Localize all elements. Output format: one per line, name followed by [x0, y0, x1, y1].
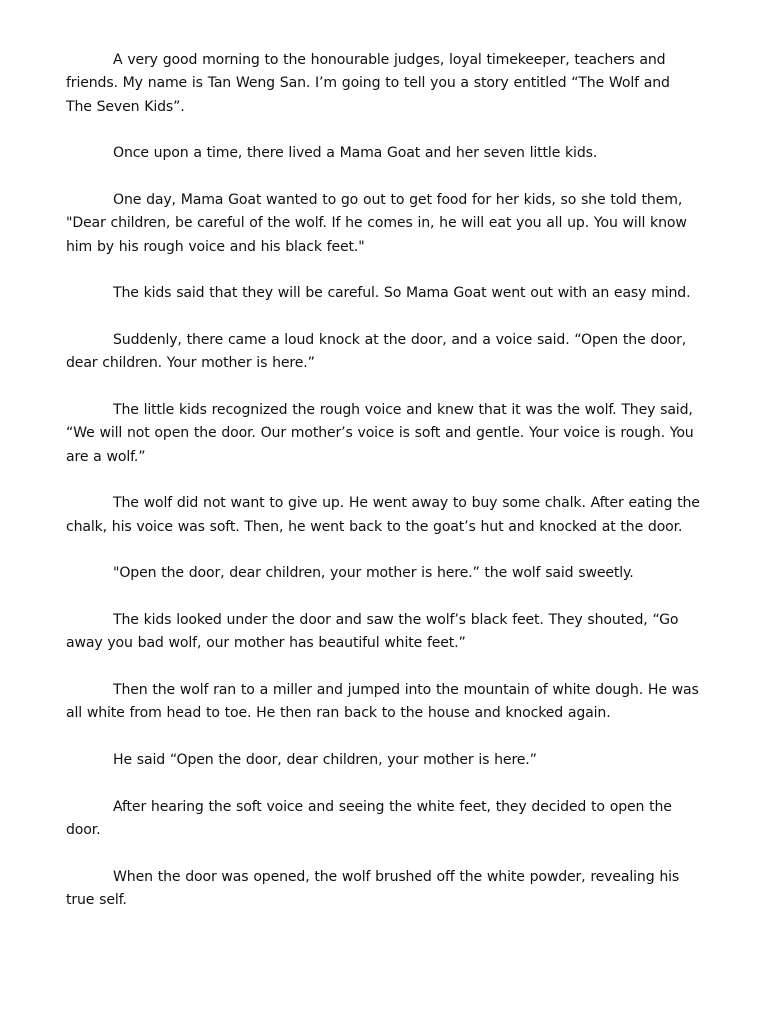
paragraph-kids-promise: The kids said that they will be careful. So Mama Goat went out with an easy mind.	[113, 285, 691, 302]
paragraph-sweet-voice: "Open the door, dear children, your mother is here.” the wolf said sweetly.	[113, 565, 634, 582]
document-page	[66, 49, 700, 912]
paragraph-chalk: The wolf did not want to give up. He went away to buy some chalk. After eating the chalk, his voice was soft. Then, he went back to the goat’s hut and knocked at the door.	[66, 495, 700, 535]
paragraph-loud-knock: Suddenly, there came a loud knock at the door, and a voice said. “Open the door, dear children. Your mother is here.”	[66, 331, 687, 372]
paragraph-once-upon-a-time: Once upon a time, there lived a Mama Goat and her seven little kids.	[113, 145, 598, 162]
paragraph-mama-goat-warning: One day, Mama Goat wanted to go out to get food for her kids, so she told them, "Dear children, be careful of the wolf. If he comes in, he will eat you all up. You will know him by his rough voice and his black feet."	[66, 191, 687, 255]
paragraph-rough-voice: The little kids recognized the rough voice and knew that it was the wolf. They said, “We will not open the door. Our mother’s voice is soft and gentle. Your voice is rough. You are a wolf.”	[66, 401, 694, 465]
paragraph-true-self: When the door was opened, the wolf brushed off the white powder, revealing his true self.	[66, 868, 680, 908]
paragraph-black-feet: The kids looked under the door and saw the wolf’s black feet. They shouted, “Go away you bad wolf, our mother has beautiful white feet.”	[66, 611, 679, 652]
paragraph-door-opened-decision: After hearing the soft voice and seeing the white feet, they decided to open the door.	[66, 798, 672, 838]
paragraph-introduction: A very good morning to the honourable judges, loyal timekeeper, teachers and friends. My name is Tan Weng San. I’m going to tell you a story entitled “The Wolf and The Seven Kids”.	[66, 52, 670, 115]
paragraph-white-dough: Then the wolf ran to a miller and jumped into the mountain of white dough. He was all white from head to toe. He then ran back to the house and knocked again.	[66, 681, 699, 722]
paragraph-knock-again: He said “Open the door, dear children, your mother is here.”	[113, 751, 537, 768]
